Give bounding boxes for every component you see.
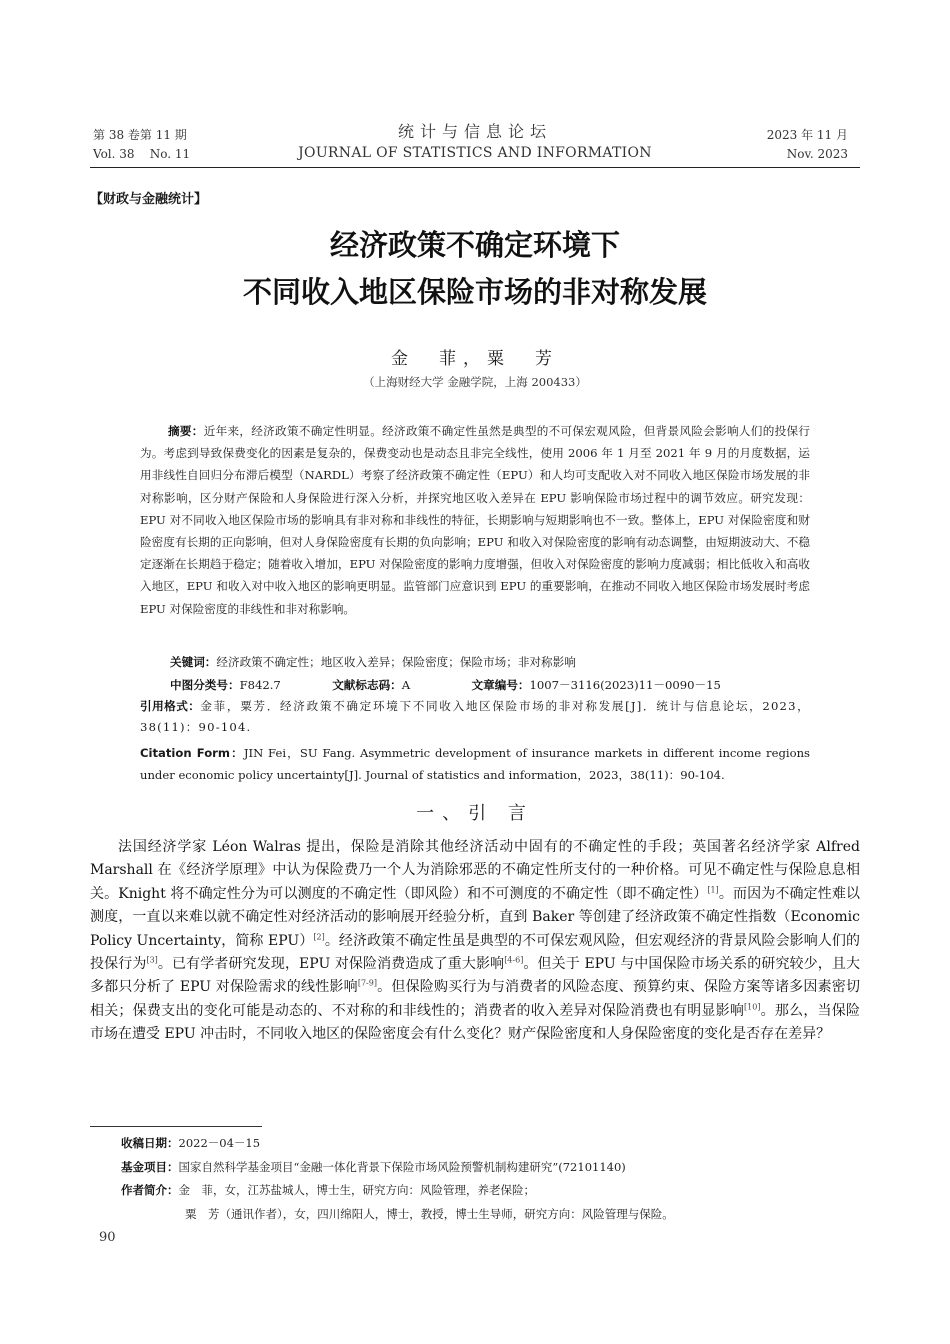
citation-cn bbox=[140, 696, 810, 738]
fund-value: 国家自然科学基金项目“金融一体化背景下保险市场风险预警机制构建研究”(72101140) bbox=[178, 1159, 626, 1174]
clc-value: F842.7 bbox=[239, 678, 281, 692]
page-number: 90 bbox=[99, 1230, 116, 1245]
header-volume bbox=[93, 126, 190, 164]
ref-2[interactable]: [2] bbox=[313, 931, 325, 941]
keywords-label: 关键词： bbox=[170, 655, 217, 669]
ref-3[interactable]: [3] bbox=[146, 955, 158, 965]
para-text-4: 。已有学者研究发现，EPU 对保险消费造成了重大影响 bbox=[157, 956, 505, 973]
fund-project bbox=[121, 1156, 821, 1180]
received-value: 2022－04－15 bbox=[178, 1136, 261, 1150]
footnotes bbox=[121, 1132, 821, 1226]
para-text-3: 。经济政策不确定性虽是典型的不可保宏观风险，但宏观经济的背景风险会影响人们的投保行为 bbox=[90, 932, 861, 973]
author-bio-1: 金 菲，女，江苏盐城人，博士生，研究方向：风险管理，养老保险； bbox=[178, 1183, 535, 1198]
para-text-2: 。而因为不确定性难以测度，一直以来难以就不确定性对经济活动的影响展开经验分析，直到 Baker 等创建了经济政策不确定性指数（Economic Policy Uncertainty，简称 EPU） bbox=[90, 885, 860, 949]
doc-code-value: A bbox=[401, 678, 411, 692]
article-number-value: 1007－3116(2023)11－0090－15 bbox=[529, 678, 721, 692]
para-text-1: 法国经济学家 Léon Walras 提出，保险是消除其他经济活动中固有的不确定性的手段；英国著名经济学家 Alfred Marshall 在《经济学原理》中认为保险费乃一个人为消除邪恶的不确定性所支付的一种价格。可见不确定性与保险息息相关。Knight 将不确定性分为可以测度的不确定性（即风险）和不可测度的不确定性（即不确定性） bbox=[90, 839, 860, 902]
header-journal bbox=[250, 121, 700, 163]
affiliation: （上海财经大学 金融学院，上海 200433） bbox=[363, 375, 587, 389]
introduction-paragraph bbox=[90, 836, 860, 1047]
ref-10[interactable]: [10] bbox=[744, 1002, 761, 1012]
header-divider bbox=[90, 167, 860, 168]
section-heading-introduction: 一、引 言 bbox=[416, 803, 534, 824]
fund-label: 基金项目： bbox=[121, 1159, 179, 1174]
journal-name-en: JOURNAL OF STATISTICS AND INFORMATION bbox=[298, 145, 652, 161]
citation-cn-text: 金菲，粟芳．经济政策不确定环境下不同收入地区保险市场的非对称发展[J]．统计与信息论坛，2023，38(11)：90-104. bbox=[140, 699, 810, 734]
citation-cn-label: 引用格式： bbox=[140, 699, 201, 713]
title-line-1: 经济政策不确定环境下 bbox=[329, 228, 620, 262]
abstract-text: 近年来，经济政策不确定性明显。经济政策不确定性虽然是典型的不可保宏观风险，但背景风险会影响人们的投保行为。考虑到导致保费变化的因素是复杂的，保费变动也是动态且非完全线性，使用 2006 年 1 月至 2021 年 9 月的月度数据，运用非线性自回归分布滞后模型（NARDL）考察了经济政策不确定性（EPU）和人均可支配收入对不同收入地区保险市场发展的非对称影响，区分财产保险和人身保险进行深入分析，并探究地区收入差异在 EPU 影响保险市场过程中的调节效应。研究发现：EPU 对不同收入地区保险市场的影响具有非对称和非线性的特征，长期影响与短期影响也不一致。整体上，EPU 对保险密度和财险密度有长期的正向影响，但对人身保险密度有长期的负向影响；EPU 和收入对保险密度的影响有动态调整，由短期波动大、不稳定逐渐在长期趋于稳定；随着收入增加，EPU 对保险密度的影响力度增强，但收入对保险密度的影响力度减弱；相比低收入和高收入地区，EPU 和收入对中收入地区的影响更明显。监管部门应意识到 EPU 的重要影响，在推动不同收入地区保险市场发展时考虑 EPU 对保险密度的非线性和非对称影响。 bbox=[140, 424, 810, 616]
header-date bbox=[767, 126, 848, 164]
ref-7-9[interactable]: [7-9] bbox=[357, 978, 377, 988]
received-date bbox=[121, 1132, 821, 1156]
clc-label: 中图分类号： bbox=[170, 678, 240, 692]
date-cn: 2023 年 11 月 bbox=[766, 128, 848, 142]
abstract bbox=[140, 420, 810, 620]
section-tag: 【财政与金融统计】 bbox=[90, 192, 208, 207]
para-text-5: 。但关于 EPU 与中国保险市场关系的研究较少，且大多都只分析了 EPU 对保险需求的线性影响 bbox=[90, 956, 861, 996]
authors: 金 菲，粟 芳 bbox=[391, 349, 559, 369]
author-bio-2: 粟 芳（通讯作者），女，四川绵阳人，博士，教授，博士生导师，研究方向：风险管理与保险。 bbox=[185, 1206, 674, 1221]
author-bio-label: 作者简介： bbox=[121, 1183, 179, 1198]
author-bio bbox=[121, 1179, 821, 1203]
article-number-label: 文章编号： bbox=[471, 678, 530, 692]
citation-en-text: JIN Fei，SU Fang. Asymmetric development of insurance markets in different income regions under economic policy uncertainty[J]. Journal of statistics and information，2023，38(11)：90-104. bbox=[140, 746, 810, 782]
title-line-2: 不同收入地区保险市场的非对称发展 bbox=[242, 275, 707, 309]
ref-1[interactable]: [1] bbox=[707, 885, 719, 895]
journal-name-cn: 统计与信息论坛 bbox=[397, 122, 552, 141]
classification bbox=[170, 674, 810, 696]
ref-4-6[interactable]: [4-6] bbox=[504, 955, 524, 965]
paper-title bbox=[90, 222, 860, 316]
para-text-6: 。但保险购买行为与消费者的风险态度、预算约束、保险方案等诸多因素密切相关；保费支出的变化可能是动态的、不对称的和非线性的；消费者的收入差异对保险消费也有明显影响 bbox=[90, 979, 861, 1019]
footnote-divider bbox=[90, 1126, 262, 1127]
received-label: 收稿日期： bbox=[121, 1136, 179, 1150]
citation-en-label: Citation Form： bbox=[140, 746, 244, 760]
keywords-text: 经济政策不确定性；地区收入差异；保险密度；保险市场；非对称影响 bbox=[216, 655, 576, 669]
author-bio-2-row bbox=[121, 1203, 821, 1227]
abstract-label: 摘要： bbox=[168, 424, 204, 438]
para-text-7: 。那么，当保险市场在遭受 EPU 冲击时，不同收入地区的保险密度会有什么变化？财产保险密度和人身保险密度的变化是否存在差异？ bbox=[90, 1002, 860, 1043]
volume-en: Vol. 38 No. 11 bbox=[93, 147, 191, 161]
doc-code-label: 文献标志码： bbox=[332, 678, 402, 692]
date-en: Nov. 2023 bbox=[786, 147, 848, 161]
volume-cn: 第 38 卷第 11 期 bbox=[93, 128, 187, 142]
keywords bbox=[170, 651, 810, 673]
citation-en bbox=[140, 742, 810, 786]
